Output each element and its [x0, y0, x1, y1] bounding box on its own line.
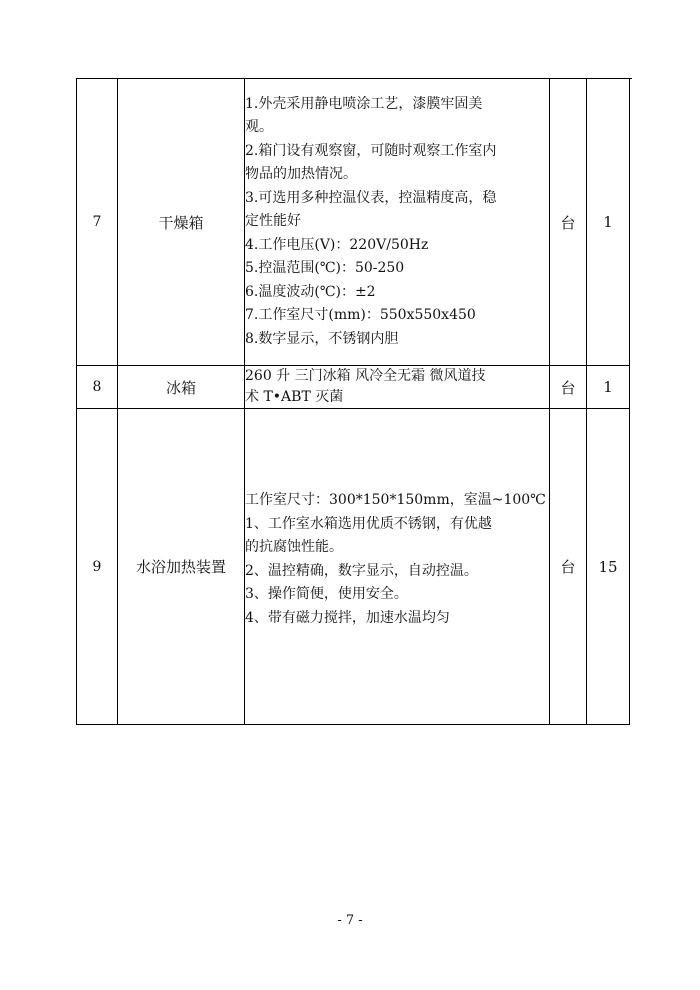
spec-line: 4.工作电压(V)：220V/50Hz — [245, 236, 429, 253]
spec-list — [245, 366, 549, 408]
spec-line: 7.工作室尺寸(mm)：550x550x450 — [245, 307, 476, 324]
page-number: - 7 - — [337, 913, 363, 928]
quantity-cell: 1 — [587, 79, 630, 366]
spec-cell — [245, 366, 550, 409]
spec-line: 术 T•ABT 灭菌 — [245, 389, 344, 405]
equipment-table — [76, 78, 630, 725]
equipment-name: 冰箱 — [118, 366, 245, 409]
unit-cell: 台 — [550, 409, 587, 725]
spec-list — [245, 93, 549, 352]
spec-line: 3.可选用多种控温仪表，控温精度高，稳 — [245, 189, 497, 206]
spec-line: 定性能好 — [245, 213, 301, 230]
spec-line: 观。 — [245, 119, 273, 136]
spec-line: 6.温度波动(℃)：±2 — [245, 283, 376, 300]
spec-line: 260 升 三门冰箱 风冷全无霜 微风道技 — [245, 368, 486, 384]
spec-cell — [245, 79, 550, 366]
spec-line: 5.控温范围(℃)：50-250 — [245, 260, 405, 277]
row-number: 9 — [77, 409, 118, 725]
spec-line: 2、温控精确，数字显示，自动控温。 — [245, 562, 478, 579]
row-number: 7 — [77, 79, 118, 366]
spec-list — [245, 489, 549, 630]
spec-line: 1.外壳采用静电喷涂工艺，漆膜牢固美 — [245, 95, 483, 112]
spec-cell — [245, 409, 550, 725]
unit-cell: 台 — [550, 366, 587, 409]
spec-line: 3、操作简便，使用安全。 — [245, 586, 408, 602]
unit-cell: 台 — [550, 79, 587, 366]
row-number: 8 — [77, 366, 118, 409]
spec-line: 1、工作室水箱选用优质不锈钢，有优越 — [245, 515, 492, 532]
spec-line: 8.数字显示，不锈钢内胆 — [245, 330, 399, 347]
table-row — [77, 366, 630, 409]
quantity-cell: 15 — [587, 409, 630, 725]
equipment-name: 水浴加热装置 — [118, 409, 245, 725]
table-row — [77, 79, 630, 366]
quantity-cell: 1 — [587, 366, 630, 409]
table-row — [77, 409, 630, 725]
spec-line: 工作室尺寸：300*150*150mm，室温~100℃ — [245, 492, 546, 508]
equipment-name: 干燥箱 — [118, 79, 245, 366]
spec-line: 4、带有磁力搅拌，加速水温均匀 — [245, 609, 450, 626]
spec-line: 2.箱门设有观察窗，可随时观察工作室内 — [245, 142, 497, 159]
spec-line: 物品的加热情况。 — [245, 166, 357, 183]
spec-line: 的抗腐蚀性能。 — [245, 539, 343, 555]
